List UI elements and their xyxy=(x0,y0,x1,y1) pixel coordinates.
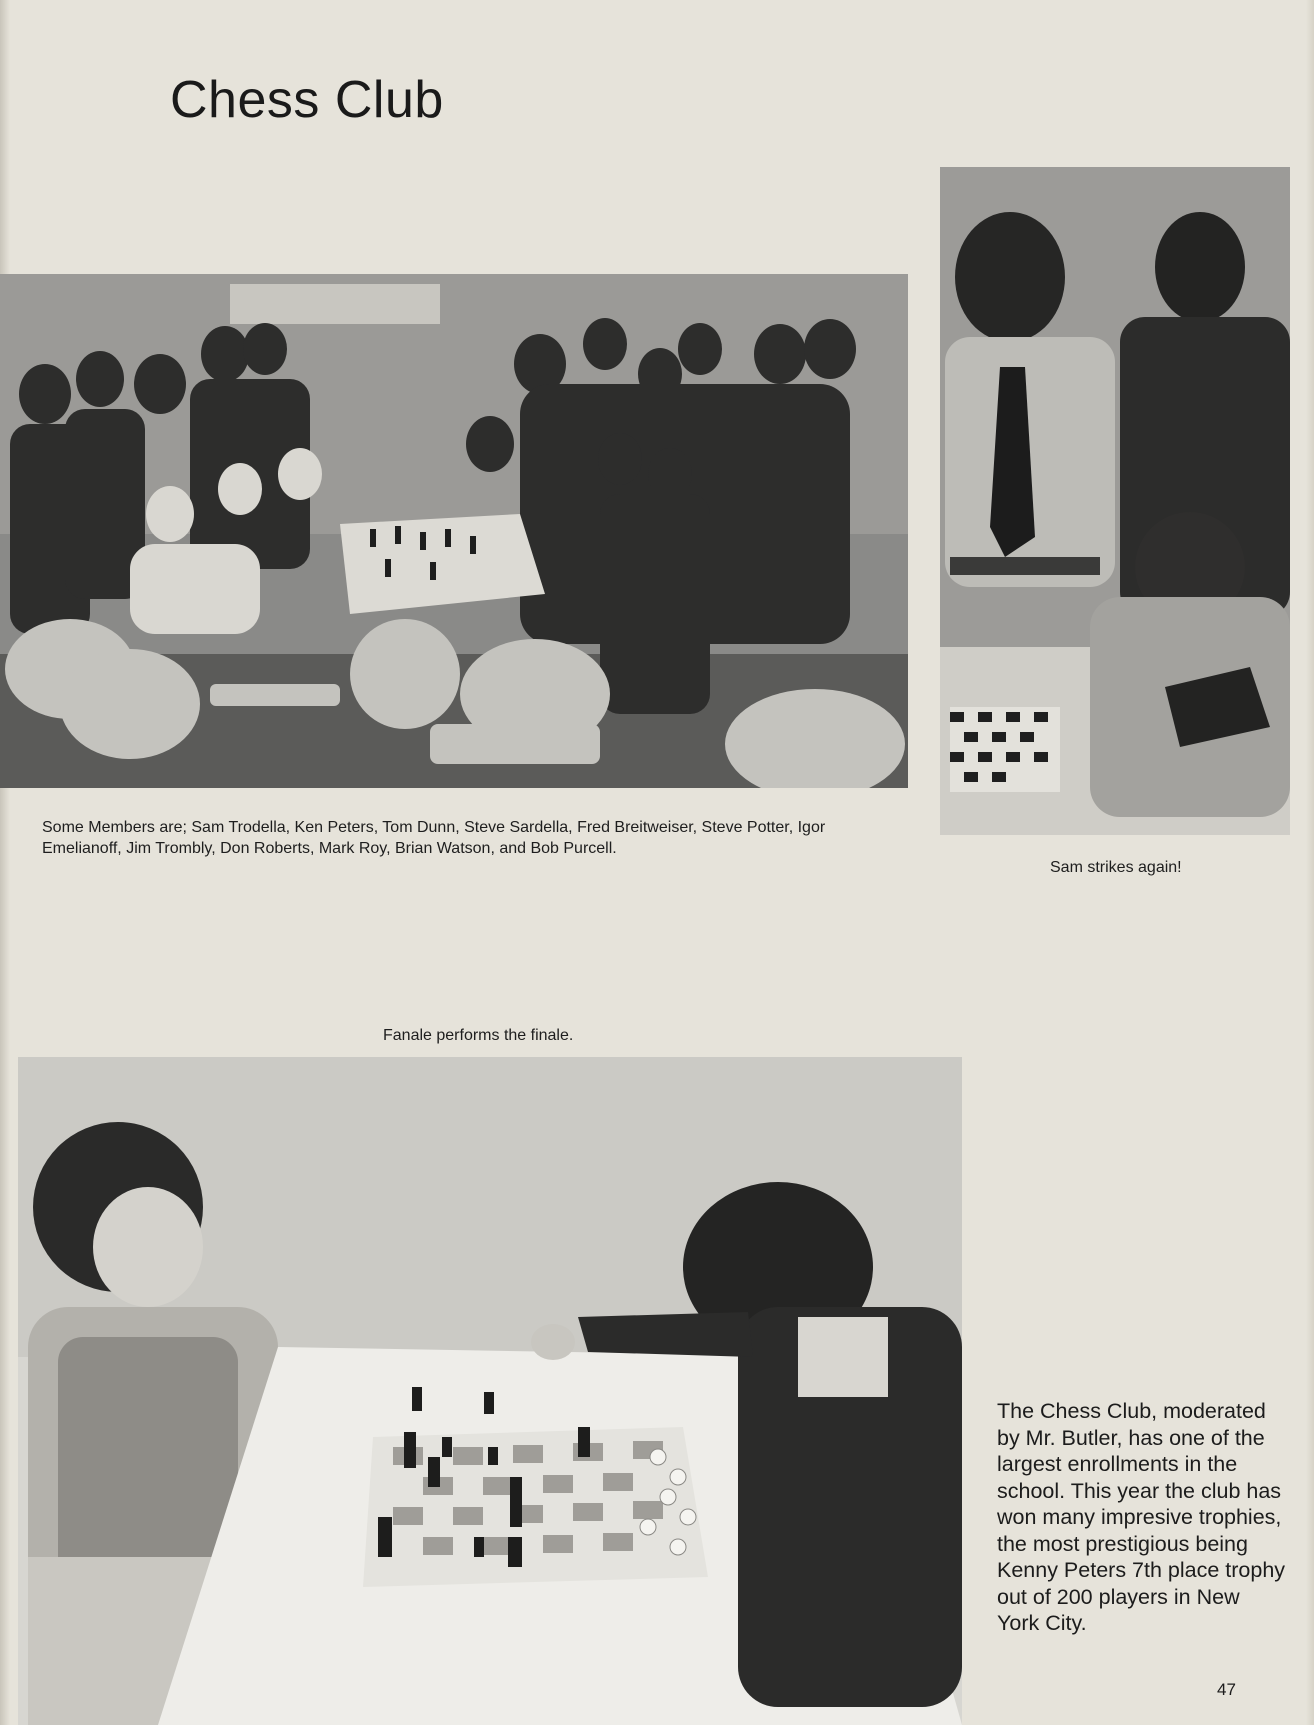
fanale-finale-photo xyxy=(18,1057,962,1725)
fanale-caption: Fanale performs the finale. xyxy=(383,1027,574,1044)
page-title: Chess Club xyxy=(170,71,444,129)
sam-caption: Sam strikes again! xyxy=(1050,859,1182,876)
sam-strikes-photo xyxy=(940,167,1290,835)
members-caption: Some Members are; Sam Trodella, Ken Peters, Tom Dunn, Steve Sardella, Fred Breitweiser, Steve Potter, Igor Emelianoff, Jim Trombly, Don Roberts, Mark Roy, Brian Watson, and Bob Purcell. xyxy=(42,819,826,857)
page-number: 47 xyxy=(1217,1680,1236,1699)
page-binding-edge xyxy=(0,0,10,1725)
members-group-photo xyxy=(0,274,908,788)
page-outer-edge xyxy=(1306,0,1314,1725)
club-description: The Chess Club, moderated by Mr. Butler, has one of the largest enrollments in the school. This year the club has won many impresive trophies, the most prestigious being Kenny Peters 7th place trophy out of 200 players in New York City. xyxy=(997,1399,1286,1635)
